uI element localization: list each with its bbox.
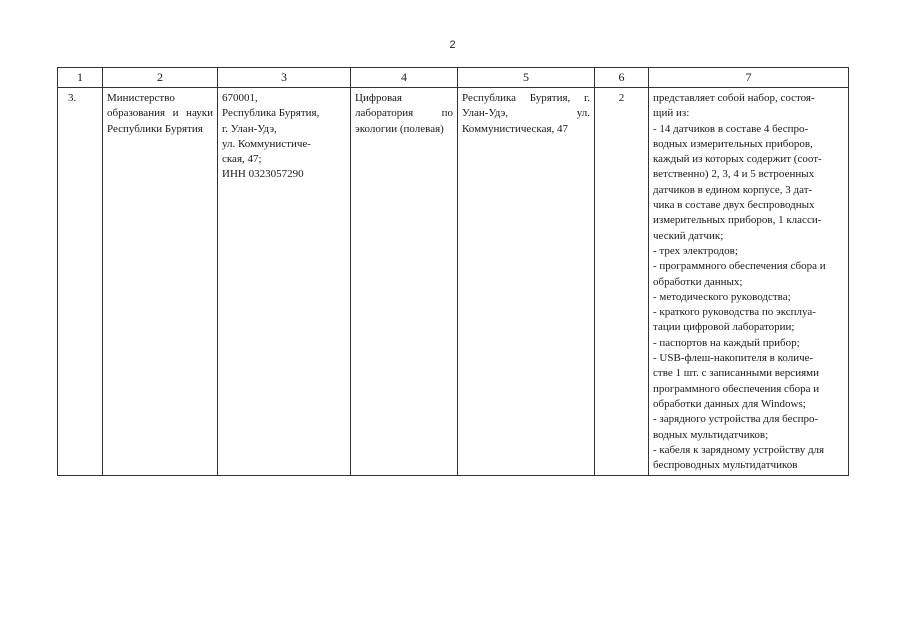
- description-line: - USB-флеш-накопителя в количе-: [653, 352, 814, 365]
- description-line: - краткого руководства по эксплуа-: [653, 306, 816, 319]
- column-header: 5: [458, 68, 595, 88]
- address-line: 670001,: [222, 92, 258, 104]
- description-line: представляет собой набор, состоя-: [653, 92, 815, 104]
- description-line: измерительных приборов, 1 класси-: [653, 214, 822, 227]
- row-number-cell: 3.: [58, 88, 103, 476]
- table-row: [58, 88, 849, 476]
- description-line: чика в составе двух беспроводных: [653, 199, 815, 212]
- inn-line: ИНН 0323057290: [222, 168, 304, 181]
- description-line: обработки данных;: [653, 275, 743, 288]
- description-line: - кабеля к зарядному устройству для: [653, 443, 825, 456]
- address-line: ская, 47;: [222, 153, 262, 166]
- equipment-name-cell: Цифровая лаборатория по экологии (полевая): [351, 88, 458, 476]
- document-table: [57, 67, 849, 476]
- column-header: 7: [649, 68, 849, 88]
- quantity-cell: 2: [595, 88, 649, 476]
- location-cell: Республика Бурятия, г. Улан-Удэ, ул. Коммунистическая, 47: [458, 88, 595, 476]
- description-line: водных мультидатчиков;: [653, 428, 769, 441]
- column-header: 1: [58, 68, 103, 88]
- description-line: тации цифровой лаборатории;: [653, 321, 795, 334]
- description-line: датчиков в едином корпусе, 3 дат-: [653, 183, 813, 196]
- table-header-row: [58, 68, 849, 88]
- description-line: программного обеспечения сбора и: [653, 382, 820, 395]
- column-header: 4: [351, 68, 458, 88]
- description-line: - 14 датчиков в составе 4 беспро-: [653, 122, 809, 135]
- column-header: 3: [218, 68, 351, 88]
- address-line: г. Улан-Удэ,: [222, 122, 277, 135]
- column-header: 6: [595, 68, 649, 88]
- description-line: щий из:: [653, 107, 690, 120]
- description-line: каждый из которых содержит (соот-: [653, 153, 822, 166]
- address-cell: [218, 88, 351, 476]
- organization-cell: Министерство образования и науки Республики Бурятия: [103, 88, 218, 476]
- description-line: стве 1 шт. с записанными версиями: [653, 367, 819, 380]
- description-line: - паспортов на каждый прибор;: [653, 336, 800, 349]
- description-line: водных измерительных приборов,: [653, 137, 813, 150]
- description-line: - зарядного устройства для беспро-: [653, 413, 819, 426]
- column-header: 2: [103, 68, 218, 88]
- description-cell: [649, 88, 849, 476]
- address-line: Республика Бурятия,: [222, 107, 320, 120]
- description-line: - программного обеспечения сбора и: [653, 260, 826, 273]
- description-line: обработки данных для Windows;: [653, 397, 806, 410]
- address-line: ул. Коммунистиче-: [222, 137, 311, 150]
- description-line: ветственно) 2, 3, 4 и 5 встроенных: [653, 168, 815, 181]
- description-line: ческий датчик;: [653, 229, 724, 242]
- page-number: 2: [449, 39, 456, 51]
- description-line: - методического руководства;: [653, 290, 791, 303]
- description-line: беспроводных мультидатчиков: [653, 459, 798, 472]
- description-line: - трех электродов;: [653, 244, 738, 257]
